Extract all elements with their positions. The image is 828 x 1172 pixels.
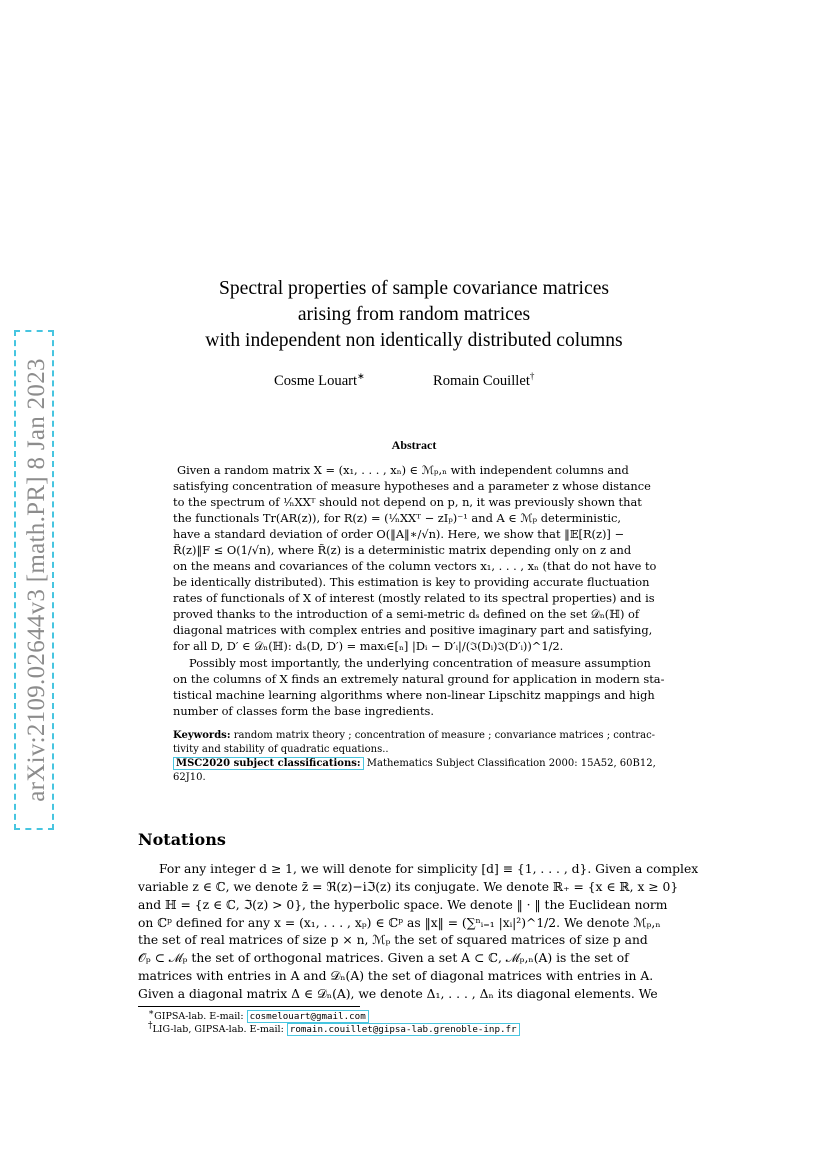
body-line: variable z ∈ ℂ, we denote z̄ = ℜ(z)−iℑ(z) its conjugate. We denote ℝ₊ = {x ∈ ℝ, x ≥ 0} (138, 880, 679, 894)
abstract-line: number of classes form the base ingredients. (173, 704, 434, 718)
body-line: 𝒪ₚ ⊂ ℳₚ the set of orthogonal matrices. Given a set A ⊂ ℂ, ℳₚ,ₙ(A) is the set of (138, 951, 629, 965)
body-line: and ℍ = {z ∈ ℂ, ℑ(z) > 0}, the hyperbolic space. We denote ‖ · ‖ the Euclidean norm (138, 898, 668, 912)
author-2 (433, 373, 534, 390)
footnote-2 (148, 1020, 520, 1036)
footnote-1-email-link[interactable]: cosmelouart@gmail.com (247, 1010, 369, 1023)
body-line: the set of real matrices of size p × n, ℳₚ the set of squared matrices of size p and (138, 933, 648, 947)
abstract-line: for all D, D′ ∈ 𝒟ₙ(ℍ): dₛ(D, D′) = maxᵢ∈[ₙ] |Dᵢ − D′ᵢ|/(ℑ(Dᵢ)ℑ(D′ᵢ))^1/2. (173, 639, 564, 653)
abstract-line: diagonal matrices with complex entries and positive imaginary part and satisfying, (173, 623, 653, 637)
abstract-line: proved thanks to the introduction of a semi-metric dₛ defined on the set 𝒟ₙ(ℍ) of (173, 607, 640, 621)
abstract-line: on the means and covariances of the column vectors x₁, . . . , xₙ (that do not have to (173, 559, 657, 573)
footnote-rule (138, 1006, 360, 1007)
body-line: Given a diagonal matrix Δ ∈ 𝒟ₙ(A), we denote Δ₁, . . . , Δₙ its diagonal elements. We (138, 987, 658, 1001)
section-heading-notations: Notations (138, 830, 226, 849)
keywords-line-1 (173, 729, 655, 743)
abstract-line: the functionals Tr(AR(z)), for R(z) = (¹⁄ₙXXᵀ − zIₚ)⁻¹ and A ∈ ℳₚ deterministic, (173, 511, 622, 525)
arxiv-identifier[interactable]: arXiv:2109.02644v3 [math.PR] 8 Jan 2023 (23, 358, 50, 802)
footnote-2-text: LIG-lab, GIPSA-lab. E-mail: (152, 1024, 287, 1035)
keywords-line-2: tivity and stability of quadratic equations.. (173, 744, 389, 755)
abstract-line: have a standard deviation of order O(‖A‖∗/√n). Here, we show that ‖𝔼[R(z)] − (173, 527, 625, 541)
footnote-2-mark: † (148, 1020, 153, 1031)
title-line-3: with independent non identically distributed columns (205, 330, 623, 351)
msc-text: Mathematics Subject Classification 2000: 15A52, 60B12, (363, 758, 656, 769)
footnote-1 (148, 1007, 369, 1023)
body-line: matrices with entries in A and 𝒟ₙ(A) the set of diagonal matrices with entries in A. (138, 969, 654, 983)
title-line-2: arising from random matrices (297, 304, 531, 325)
abstract-line: rates of functionals of X of interest (mostly related to its spectral properties) and is (173, 591, 655, 605)
abstract-line: to the spectrum of ¹⁄ₙXXᵀ should not depend on p, n, it was previously shown that (173, 495, 642, 509)
abstract-line: Given a random matrix X = (x₁, . . . , xₙ) ∈ ℳₚ,ₙ with independent columns and (177, 463, 629, 477)
abstract-line: be identically distributed). This estimation is key to providing accurate fluctuation (173, 575, 650, 589)
body-line: For any integer d ≥ 1, we will denote for simplicity [d] ≡ {1, . . . , d}. Given a complex (159, 862, 699, 876)
title-line-1: Spectral properties of sample covariance matrices (218, 278, 610, 299)
author-1 (274, 373, 365, 390)
abstract-line: satisfying concentration of measure hypotheses and a parameter z whose distance (173, 479, 651, 493)
keywords-text: random matrix theory ; concentration of measure ; convariance matrices ; contrac- (230, 730, 656, 741)
footnote-2-email-link[interactable]: romain.couillet@gipsa-lab.grenoble-inp.fr (287, 1023, 520, 1036)
abstract-line: tistical machine learning algorithms where non-linear Lipschitz mappings and high (173, 688, 655, 702)
keywords-label: Keywords: (173, 730, 231, 741)
msc-line-2: 62J10. (173, 772, 206, 783)
author-1-mark: ∗ (357, 371, 365, 382)
abstract-line: R̃(z)‖F ≤ O(1/√n), where R̃(z) is a deterministic matrix depending only on z and (173, 543, 632, 557)
abstract-line: Possibly most importantly, the underlying concentration of measure assumption (189, 656, 651, 670)
author-1-name: Cosme Louart (274, 373, 358, 389)
msc-line-1 (173, 757, 656, 771)
msc-link[interactable]: MSC2020 subject classifications: (173, 757, 364, 770)
author-2-mark: † (529, 371, 535, 382)
author-2-name: Romain Couillet (433, 373, 530, 389)
abstract-heading: Abstract (391, 438, 437, 452)
body-line: on ℂᵖ defined for any x = (x₁, . . . , xₚ) ∈ ℂᵖ as ‖x‖ = (∑ⁿᵢ₌₁ |xᵢ|²)^1/2. We denote ℳₚ,ₙ (138, 916, 661, 930)
footnote-1-mark: ∗ (148, 1007, 155, 1018)
footnote-1-text: GIPSA-lab. E-mail: (154, 1011, 247, 1022)
abstract-line: on the columns of X finds an extremely natural ground for application in modern sta- (173, 672, 665, 686)
